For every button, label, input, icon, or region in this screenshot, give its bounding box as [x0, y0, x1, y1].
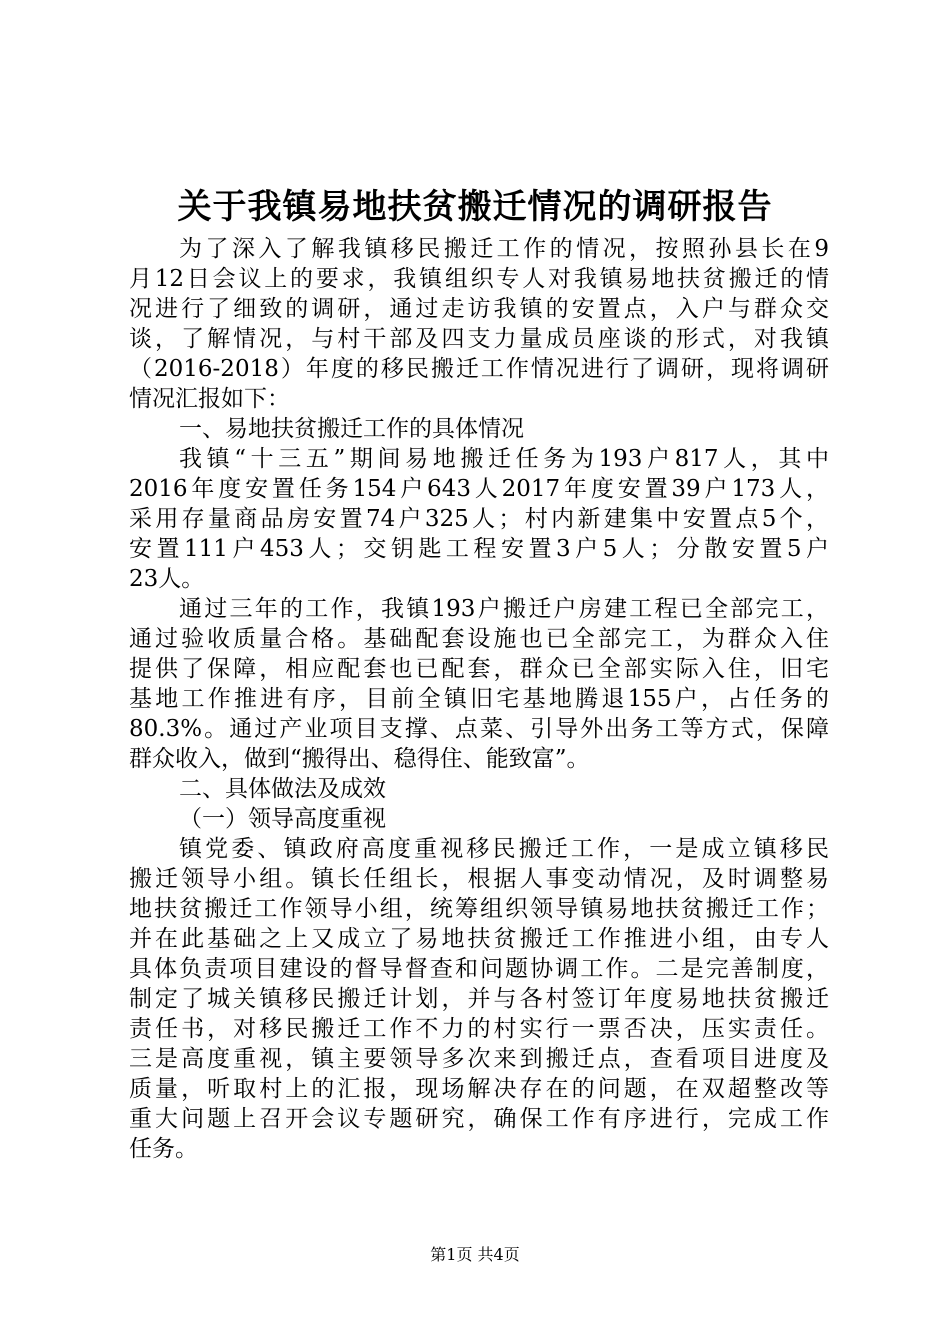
body-line: 地扶贫搬迁工作领导小组，统筹组织领导镇易地扶贫搬迁工作；: [129, 896, 829, 922]
body-line: 任务。: [129, 1136, 198, 1162]
body-line: 二、具体做法及成效: [179, 776, 386, 802]
body-line: 通过三年的工作，我镇193户搬迁户房建工程已全部完工，: [179, 596, 829, 622]
body-line: 月12日会议上的要求，我镇组织专人对我镇易地扶贫搬迁的情: [129, 266, 829, 292]
body-line: 并在此基础之上又成立了易地扶贫搬迁工作推进小组，由专人: [129, 926, 829, 952]
body-line: 责任书，对移民搬迁工作不力的村实行一票否决，压实责任。: [129, 1016, 829, 1042]
body-line: 三是高度重视，镇主要领导多次来到搬迁点，查看项目进度及: [129, 1046, 829, 1072]
body-line: （一）领导高度重视: [179, 806, 386, 832]
body-line: （2016-2018）年度的移民搬迁工作情况进行了调研，现将调研: [129, 356, 829, 382]
body-line: 23人。: [129, 566, 205, 592]
body-line: 2016年度安置任务154户643人2017年度安置39户173人，: [129, 476, 829, 502]
body-line: 基地工作推进有序，目前全镇旧宅基地腾退155户，占任务的: [129, 686, 829, 712]
document-body: [129, 234, 829, 1164]
body-line: 情况汇报如下：: [129, 386, 290, 412]
body-line: 80.3%。通过产业项目支撑、点菜、引导外出务工等方式，保障: [129, 716, 829, 742]
body-line: 况进行了细致的调研，通过走访我镇的安置点，入户与群众交: [129, 296, 829, 322]
body-line: 具体负责项目建设的督导督查和问题协调工作。二是完善制度，: [129, 956, 829, 982]
body-line: 提供了保障，相应配套也已配套，群众已全部实际入住，旧宅: [129, 656, 829, 682]
body-line: 为了深入了解我镇移民搬迁工作的情况，按照孙县长在9: [179, 236, 829, 262]
body-line: 质量，听取村上的汇报，现场解决存在的问题，在双超整改等: [129, 1076, 829, 1102]
body-line: 一、易地扶贫搬迁工作的具体情况: [179, 416, 524, 442]
body-line: 通过验收质量合格。基础配套设施也已全部完工，为群众入住: [129, 626, 829, 652]
body-line: 谈，了解情况，与村干部及四支力量成员座谈的形式，对我镇: [129, 326, 829, 352]
body-line: 群众收入，做到“搬得出、稳得住、能致富”。: [129, 746, 590, 772]
body-line: 镇党委、镇政府高度重视移民搬迁工作，一是成立镇移民: [179, 836, 829, 862]
body-line: 重大问题上召开会议专题研究，确保工作有序进行，完成工作: [129, 1106, 829, 1132]
body-line: 采用存量商品房安置74户325人；村内新建集中安置点5个，: [129, 506, 829, 532]
page-footer: 第1页 共4页: [430, 1245, 520, 1264]
body-line: 制定了城关镇移民搬迁计划，并与各村签订年度易地扶贫搬迁: [129, 986, 829, 1012]
body-line: 搬迁领导小组。镇长任组长，根据人事变动情况，及时调整易: [129, 866, 829, 892]
body-line: 安置111户453人；交钥匙工程安置3户5人；分散安置5户: [129, 536, 829, 562]
document-title: 关于我镇易地扶贫搬迁情况的调研报告: [177, 187, 773, 227]
body-line: 我镇“十三五”期间易地搬迁任务为193户817人，其中: [179, 446, 829, 472]
